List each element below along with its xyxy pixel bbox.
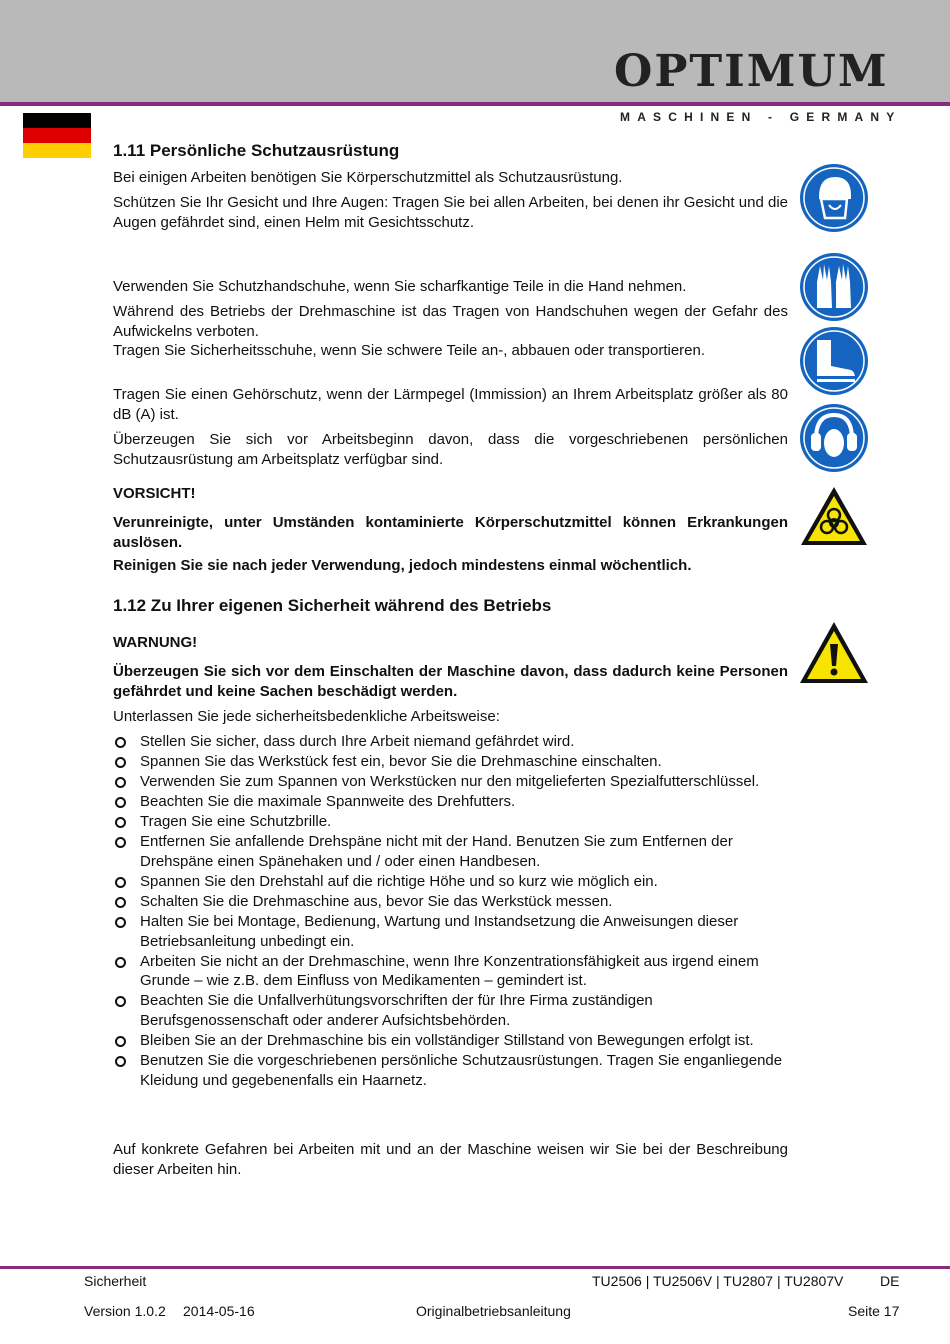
face-shield-icon [799,163,869,233]
page-number: Seite 17 [848,1303,900,1319]
bullet-icon [115,996,126,1007]
german-flag-icon [23,113,91,158]
list-item: Beachten Sie die maximale Spannweite des Drehfutters. [113,792,788,812]
bullet-icon [115,1056,126,1067]
bullet-icon [115,877,126,888]
paragraph: Tragen Sie Sicherheitsschuhe, wenn Sie schwere Teile an-, abbauen oder transportieren. [113,342,706,359]
bullet-icon [115,797,126,808]
list-item: Benutzen Sie die vorgeschriebenen persönliche Schutzausrüstungen. Tragen Sie enganliegende Kleidung und gegebenenfalls ein Haarnetz. [113,1051,788,1090]
footer-models: TU2506 | TU2506V | TU2807 | TU2807V [592,1273,844,1289]
list-item: Tragen Sie eine Schutzbrille. [113,812,788,832]
brand-subtitle: MASCHINEN - GERMANY [620,110,902,124]
caution-text: Verunreinigte, unter Umständen kontaminierte Körperschutzmittel können Erkrankungen auslösen. [113,514,788,551]
safety-boots-icon [799,326,869,396]
list-item: Schalten Sie die Drehmaschine aus, bevor Sie das Werkstück messen. [113,892,788,912]
paragraph: Bei einigen Arbeiten benötigen Sie Körperschutzmittel als Schutzausrüstung. [113,169,623,186]
paragraph: Während des Betriebs der Drehmaschine ist das Tragen von Handschuhen wegen der Gefahr des Aufwickelns verboten. [113,303,788,340]
footer-language: DE [880,1273,900,1289]
paragraph: Überzeugen Sie sich vor Arbeitsbeginn davon, dass die vorgeschriebenen persönlichen Schutzausrüstung am Arbeitsplatz verfügbar sind. [113,431,788,468]
warning-label: WARNUNG! [113,634,198,651]
section-title-1-11: 1.11 Persönliche Schutzausrüstung [113,141,400,160]
bullet-icon [115,777,126,788]
list-item: Beachten Sie die Unfallverhütungsvorschriften der für Ihre Firma zuständigen Berufsgenossenschaft oder anderer Aufsichtsbehörden. [113,991,788,1030]
list-item: Stellen Sie sicher, dass durch Ihre Arbeit niemand gefährdet wird. [113,732,788,752]
bullet-icon [115,837,126,848]
warning-text: Überzeugen Sie sich vor dem Einschalten der Maschine davon, dass dadurch keine Personen gefährdet und keine Sachen beschädigt werden. [113,663,788,700]
list-item: Verwenden Sie zum Spannen von Werkstücken nur den mitgelieferten Spezialfutterschlüssel. [113,772,788,792]
safety-list [113,732,788,1091]
caution-label: VORSICHT! [113,485,196,502]
footer-date: 2014-05-16 [183,1303,255,1319]
bullet-icon [115,1036,126,1047]
list-item: Arbeiten Sie nicht an der Drehmaschine, wenn Ihre Konzentrationsfähigkeit aus irgend einem Grunde – wie z.B. dem Einfluss von Medikamenten – gemindert ist. [113,952,788,991]
paragraph: Schützen Sie Ihr Gesicht und Ihre Augen: Tragen Sie bei allen Arbeiten, bei denen ihr Gesicht und die Augen gefährdet sind, einen Helm mit Gesichtsschutz. [113,194,788,231]
footer-version: Version 1.0.2 [84,1303,166,1319]
biohazard-icon [799,483,869,553]
caution-text: Reinigen Sie sie nach jeder Verwendung, jedoch mindestens einmal wöchentlich. [113,557,692,574]
gloves-icon [799,252,869,322]
list-item: Spannen Sie das Werkstück fest ein, bevor Sie die Drehmaschine einschalten. [113,752,788,772]
list-item: Spannen Sie den Drehstahl auf die richtige Höhe und so kurz wie möglich ein. [113,872,788,892]
closing-paragraph: Auf konkrete Gefahren bei Arbeiten mit und an der Maschine weisen wir Sie bei der Beschreibung dieser Arbeiten hin. [113,1141,788,1178]
general-warning-icon [799,620,869,690]
bullet-icon [115,897,126,908]
footer-section: Sicherheit [84,1273,147,1289]
bullet-icon [115,737,126,748]
footer-doc-type: Originalbetriebsanleitung [416,1303,571,1319]
bullet-icon [115,817,126,828]
section-title-1-12: 1.12 Zu Ihrer eigenen Sicherheit während des Betriebs [113,596,552,615]
paragraph: Tragen Sie einen Gehörschutz, wenn der Lärmpegel (Immission) an Ihrem Arbeitsplatz größer als 80 dB (A) ist. [113,386,788,423]
ear-protection-icon [799,403,869,473]
brand-logo: OPTIMUM [614,46,889,97]
paragraph: Verwenden Sie Schutzhandschuhe, wenn Sie scharfkantige Teile in die Hand nehmen. [113,278,687,295]
footer-divider [0,1266,950,1269]
list-item: Entfernen Sie anfallende Drehspäne nicht mit der Hand. Benutzen Sie zum Entfernen der Drehspäne einen Spänehaken und / oder einen Handbesen. [113,832,788,871]
bullet-icon [115,757,126,768]
header-divider [0,102,950,106]
bullet-icon [115,957,126,968]
bullet-icon [115,917,126,928]
list-item: Halten Sie bei Montage, Bedienung, Wartung und Instandsetzung die Anweisungen dieser Betriebsanleitung unbedingt ein. [113,912,788,951]
paragraph: Unterlassen Sie jede sicherheitsbedenkliche Arbeitsweise: [113,708,500,725]
list-item: Bleiben Sie an der Drehmaschine bis ein vollständiger Stillstand von Bewegungen erfolgt ist. [113,1031,788,1051]
